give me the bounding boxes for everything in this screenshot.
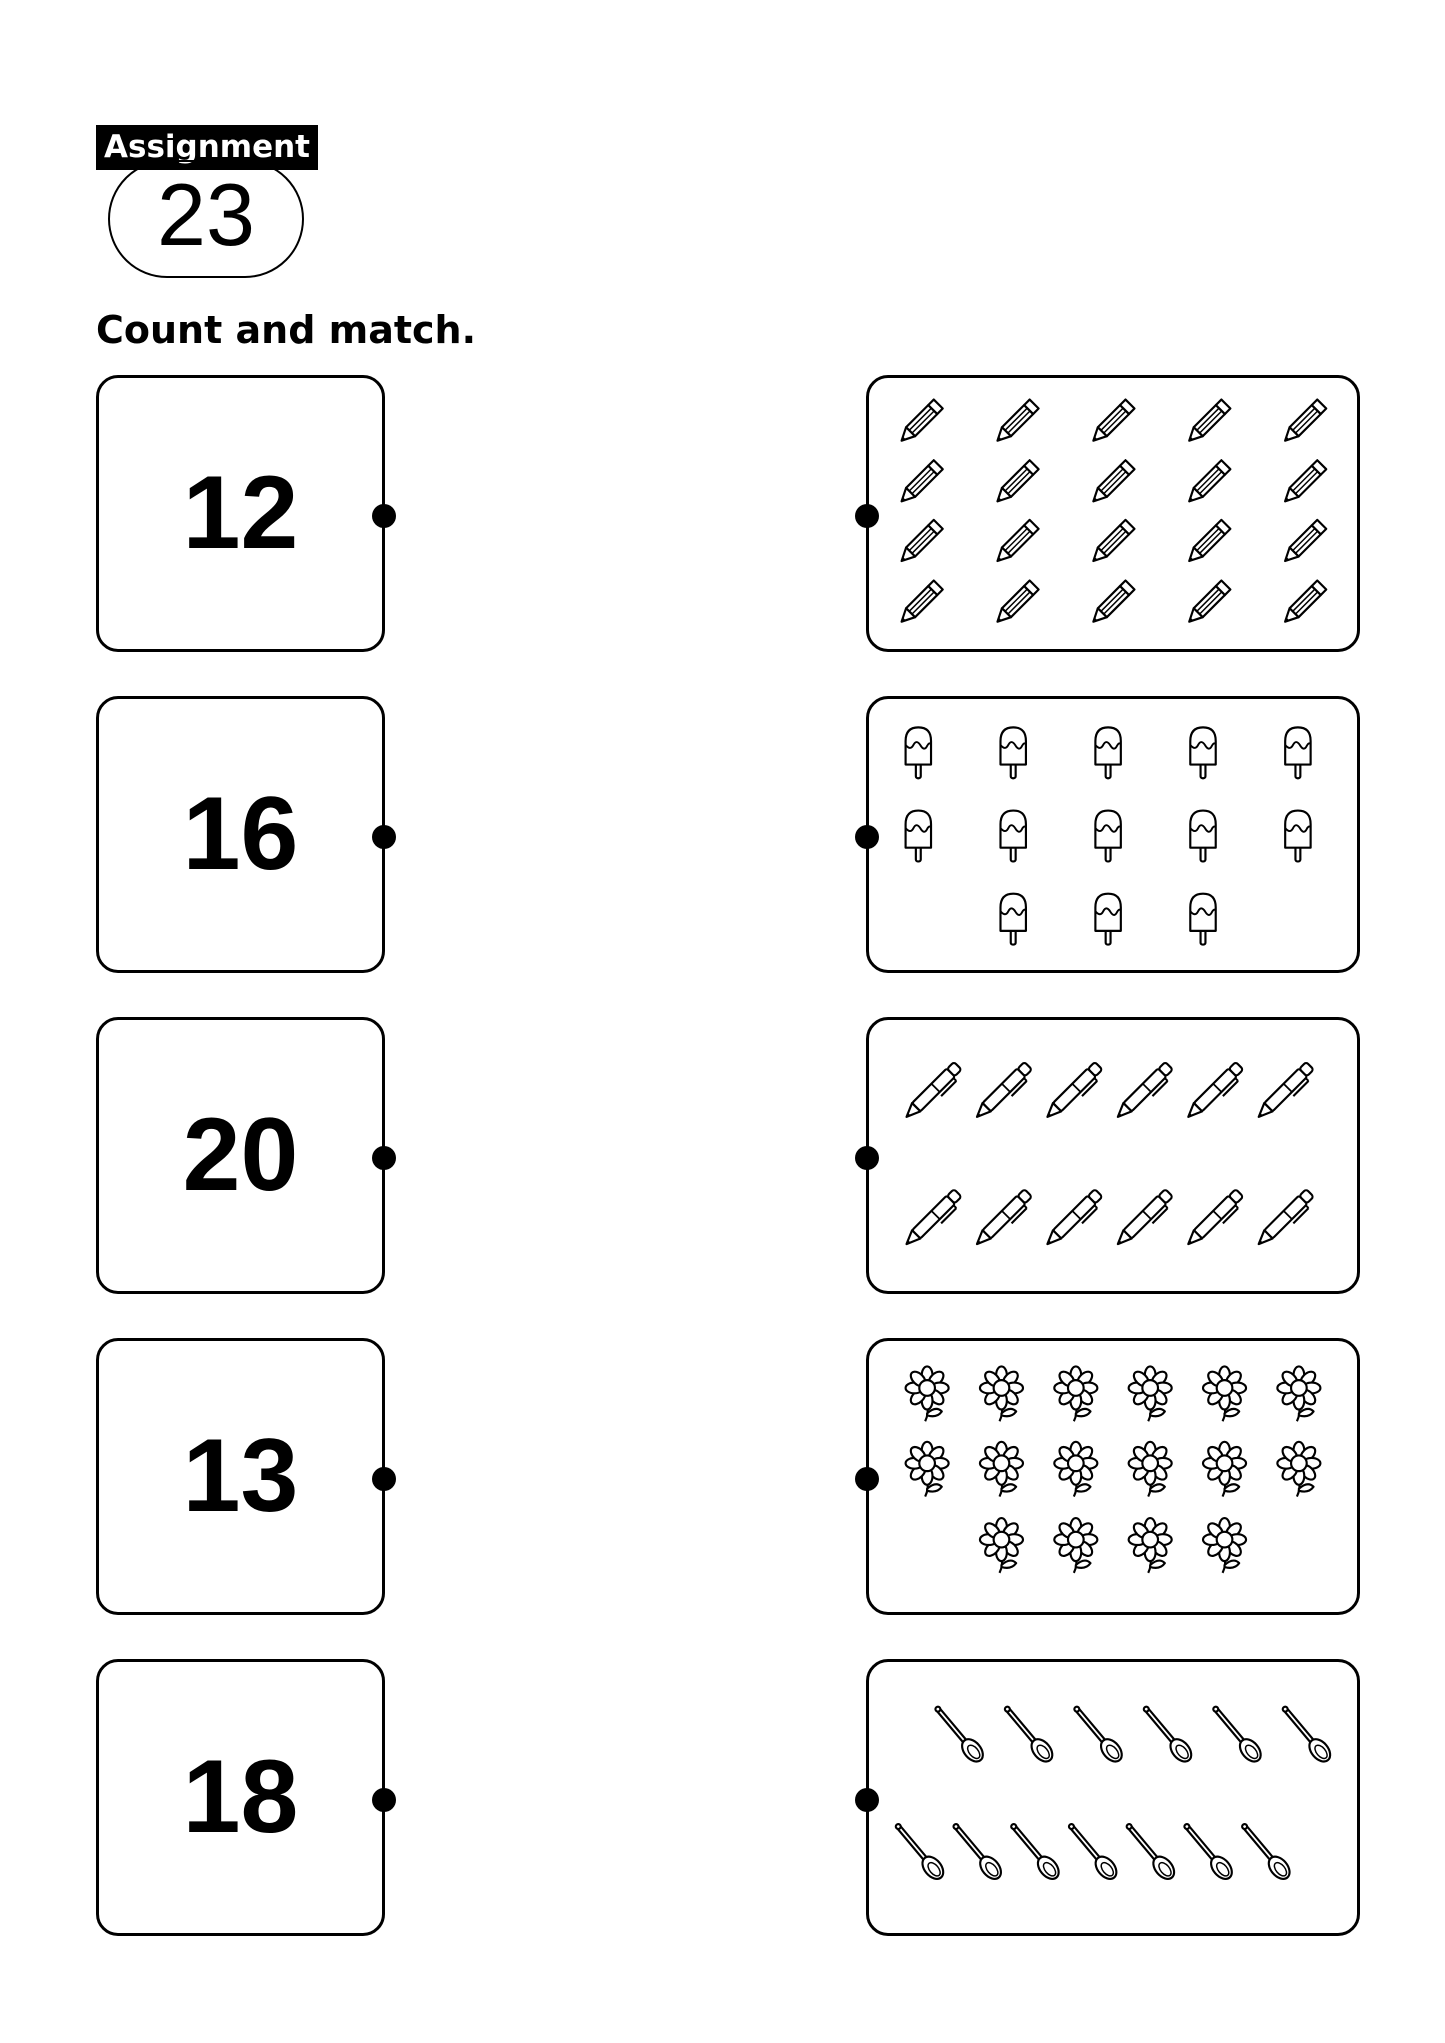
ice-cream-icon <box>1095 894 1120 945</box>
pencil-icon <box>897 520 943 566</box>
pen-icon <box>902 1189 964 1251</box>
pencil-icon <box>1089 581 1135 627</box>
ice-creams-group <box>869 699 1357 970</box>
pen-icon <box>1043 1062 1105 1124</box>
flower-icon <box>1129 1366 1172 1421</box>
ice-cream-icon <box>906 811 931 862</box>
match-dot[interactable] <box>372 1467 396 1491</box>
match-dot[interactable] <box>855 1788 879 1812</box>
match-dot[interactable] <box>855 1146 879 1170</box>
ice-cream-icon <box>1190 811 1215 862</box>
flower-icon <box>1054 1366 1097 1421</box>
picture-card-spoons[interactable] <box>866 1659 1360 1936</box>
pen-icon <box>1255 1062 1317 1124</box>
number-card-3[interactable] <box>96 1017 385 1294</box>
pencil-icon <box>993 520 1039 566</box>
flower-icon <box>1277 1366 1320 1421</box>
ice-cream-icon <box>1000 811 1025 862</box>
pencil-icon <box>1281 581 1327 627</box>
pen-icon <box>1043 1189 1105 1251</box>
match-dot[interactable] <box>855 825 879 849</box>
ice-cream-icon <box>1190 727 1215 778</box>
picture-card-flowers[interactable] <box>866 1338 1360 1615</box>
pencil-icon <box>1185 400 1231 446</box>
number-card-1[interactable] <box>96 375 385 652</box>
pencil-icon <box>897 581 943 627</box>
number-label: 16 <box>182 776 299 892</box>
flowers-group <box>869 1341 1357 1612</box>
pencil-icon <box>993 581 1039 627</box>
pen-icon <box>1184 1189 1246 1251</box>
flower-icon <box>980 1442 1023 1497</box>
spoon-icon <box>1237 1819 1294 1883</box>
flower-icon <box>1129 1518 1172 1573</box>
match-dot[interactable] <box>855 504 879 528</box>
ice-cream-icon <box>1000 894 1025 945</box>
match-dot[interactable] <box>372 1788 396 1812</box>
pencils-group <box>869 378 1357 649</box>
spoons-group <box>869 1662 1357 1933</box>
pencil-icon <box>1185 520 1231 566</box>
spoon-icon <box>999 1702 1056 1766</box>
ice-cream-icon <box>1000 727 1025 778</box>
picture-card-ice-creams[interactable] <box>866 696 1360 973</box>
match-dot[interactable] <box>372 1146 396 1170</box>
pencil-icon <box>1281 520 1327 566</box>
pen-icon <box>1255 1189 1317 1251</box>
pen-icon <box>1114 1189 1176 1251</box>
instruction-text: Count and match. <box>96 308 477 352</box>
number-label: 20 <box>182 1097 299 1213</box>
spoon-icon <box>930 1702 987 1766</box>
assignment-label: Assignment <box>96 125 318 170</box>
pencil-icon <box>1281 400 1327 446</box>
flower-icon <box>980 1366 1023 1421</box>
spoon-icon <box>1121 1819 1178 1883</box>
flower-icon <box>1203 1518 1246 1573</box>
flower-icon <box>1129 1442 1172 1497</box>
number-label: 12 <box>182 455 299 571</box>
number-label: 18 <box>182 1739 299 1855</box>
pencil-icon <box>1185 460 1231 506</box>
flower-icon <box>1054 1442 1097 1497</box>
picture-card-pencils[interactable] <box>866 375 1360 652</box>
assignment-number: 23 <box>108 160 304 278</box>
pen-icon <box>1114 1062 1176 1124</box>
spoon-icon <box>1069 1702 1126 1766</box>
flower-icon <box>1203 1366 1246 1421</box>
spoon-icon <box>1063 1819 1120 1883</box>
spoon-icon <box>1138 1702 1195 1766</box>
ice-cream-icon <box>906 727 931 778</box>
flower-icon <box>906 1442 949 1497</box>
pen-icon <box>973 1189 1035 1251</box>
pencil-icon <box>1089 520 1135 566</box>
pencil-icon <box>993 460 1039 506</box>
spoon-icon <box>1208 1702 1265 1766</box>
match-dot[interactable] <box>855 1467 879 1491</box>
ice-cream-icon <box>1285 811 1310 862</box>
match-dot[interactable] <box>372 825 396 849</box>
pen-icon <box>973 1062 1035 1124</box>
pen-icon <box>902 1062 964 1124</box>
pencil-icon <box>1281 460 1327 506</box>
pens-group <box>869 1020 1357 1291</box>
pencil-icon <box>897 400 943 446</box>
flower-icon <box>1277 1442 1320 1497</box>
pen-icon <box>1184 1062 1246 1124</box>
flower-icon <box>1203 1442 1246 1497</box>
spoon-icon <box>1179 1819 1236 1883</box>
spoon-icon <box>890 1819 947 1883</box>
pencil-icon <box>1185 581 1231 627</box>
number-label: 13 <box>182 1418 299 1534</box>
flower-icon <box>1054 1518 1097 1573</box>
spoon-icon <box>1277 1702 1334 1766</box>
number-card-4[interactable] <box>96 1338 385 1615</box>
pencil-icon <box>993 400 1039 446</box>
spoon-icon <box>948 1819 1005 1883</box>
pencil-icon <box>897 460 943 506</box>
flower-icon <box>980 1518 1023 1573</box>
spoon-icon <box>1006 1819 1063 1883</box>
pencil-icon <box>1089 460 1135 506</box>
ice-cream-icon <box>1285 727 1310 778</box>
number-card-2[interactable] <box>96 696 385 973</box>
match-dot[interactable] <box>372 504 396 528</box>
ice-cream-icon <box>1095 727 1120 778</box>
picture-card-pens[interactable] <box>866 1017 1360 1294</box>
ice-cream-icon <box>1190 894 1215 945</box>
pencil-icon <box>1089 400 1135 446</box>
flower-icon <box>906 1366 949 1421</box>
ice-cream-icon <box>1095 811 1120 862</box>
number-card-5[interactable] <box>96 1659 385 1936</box>
